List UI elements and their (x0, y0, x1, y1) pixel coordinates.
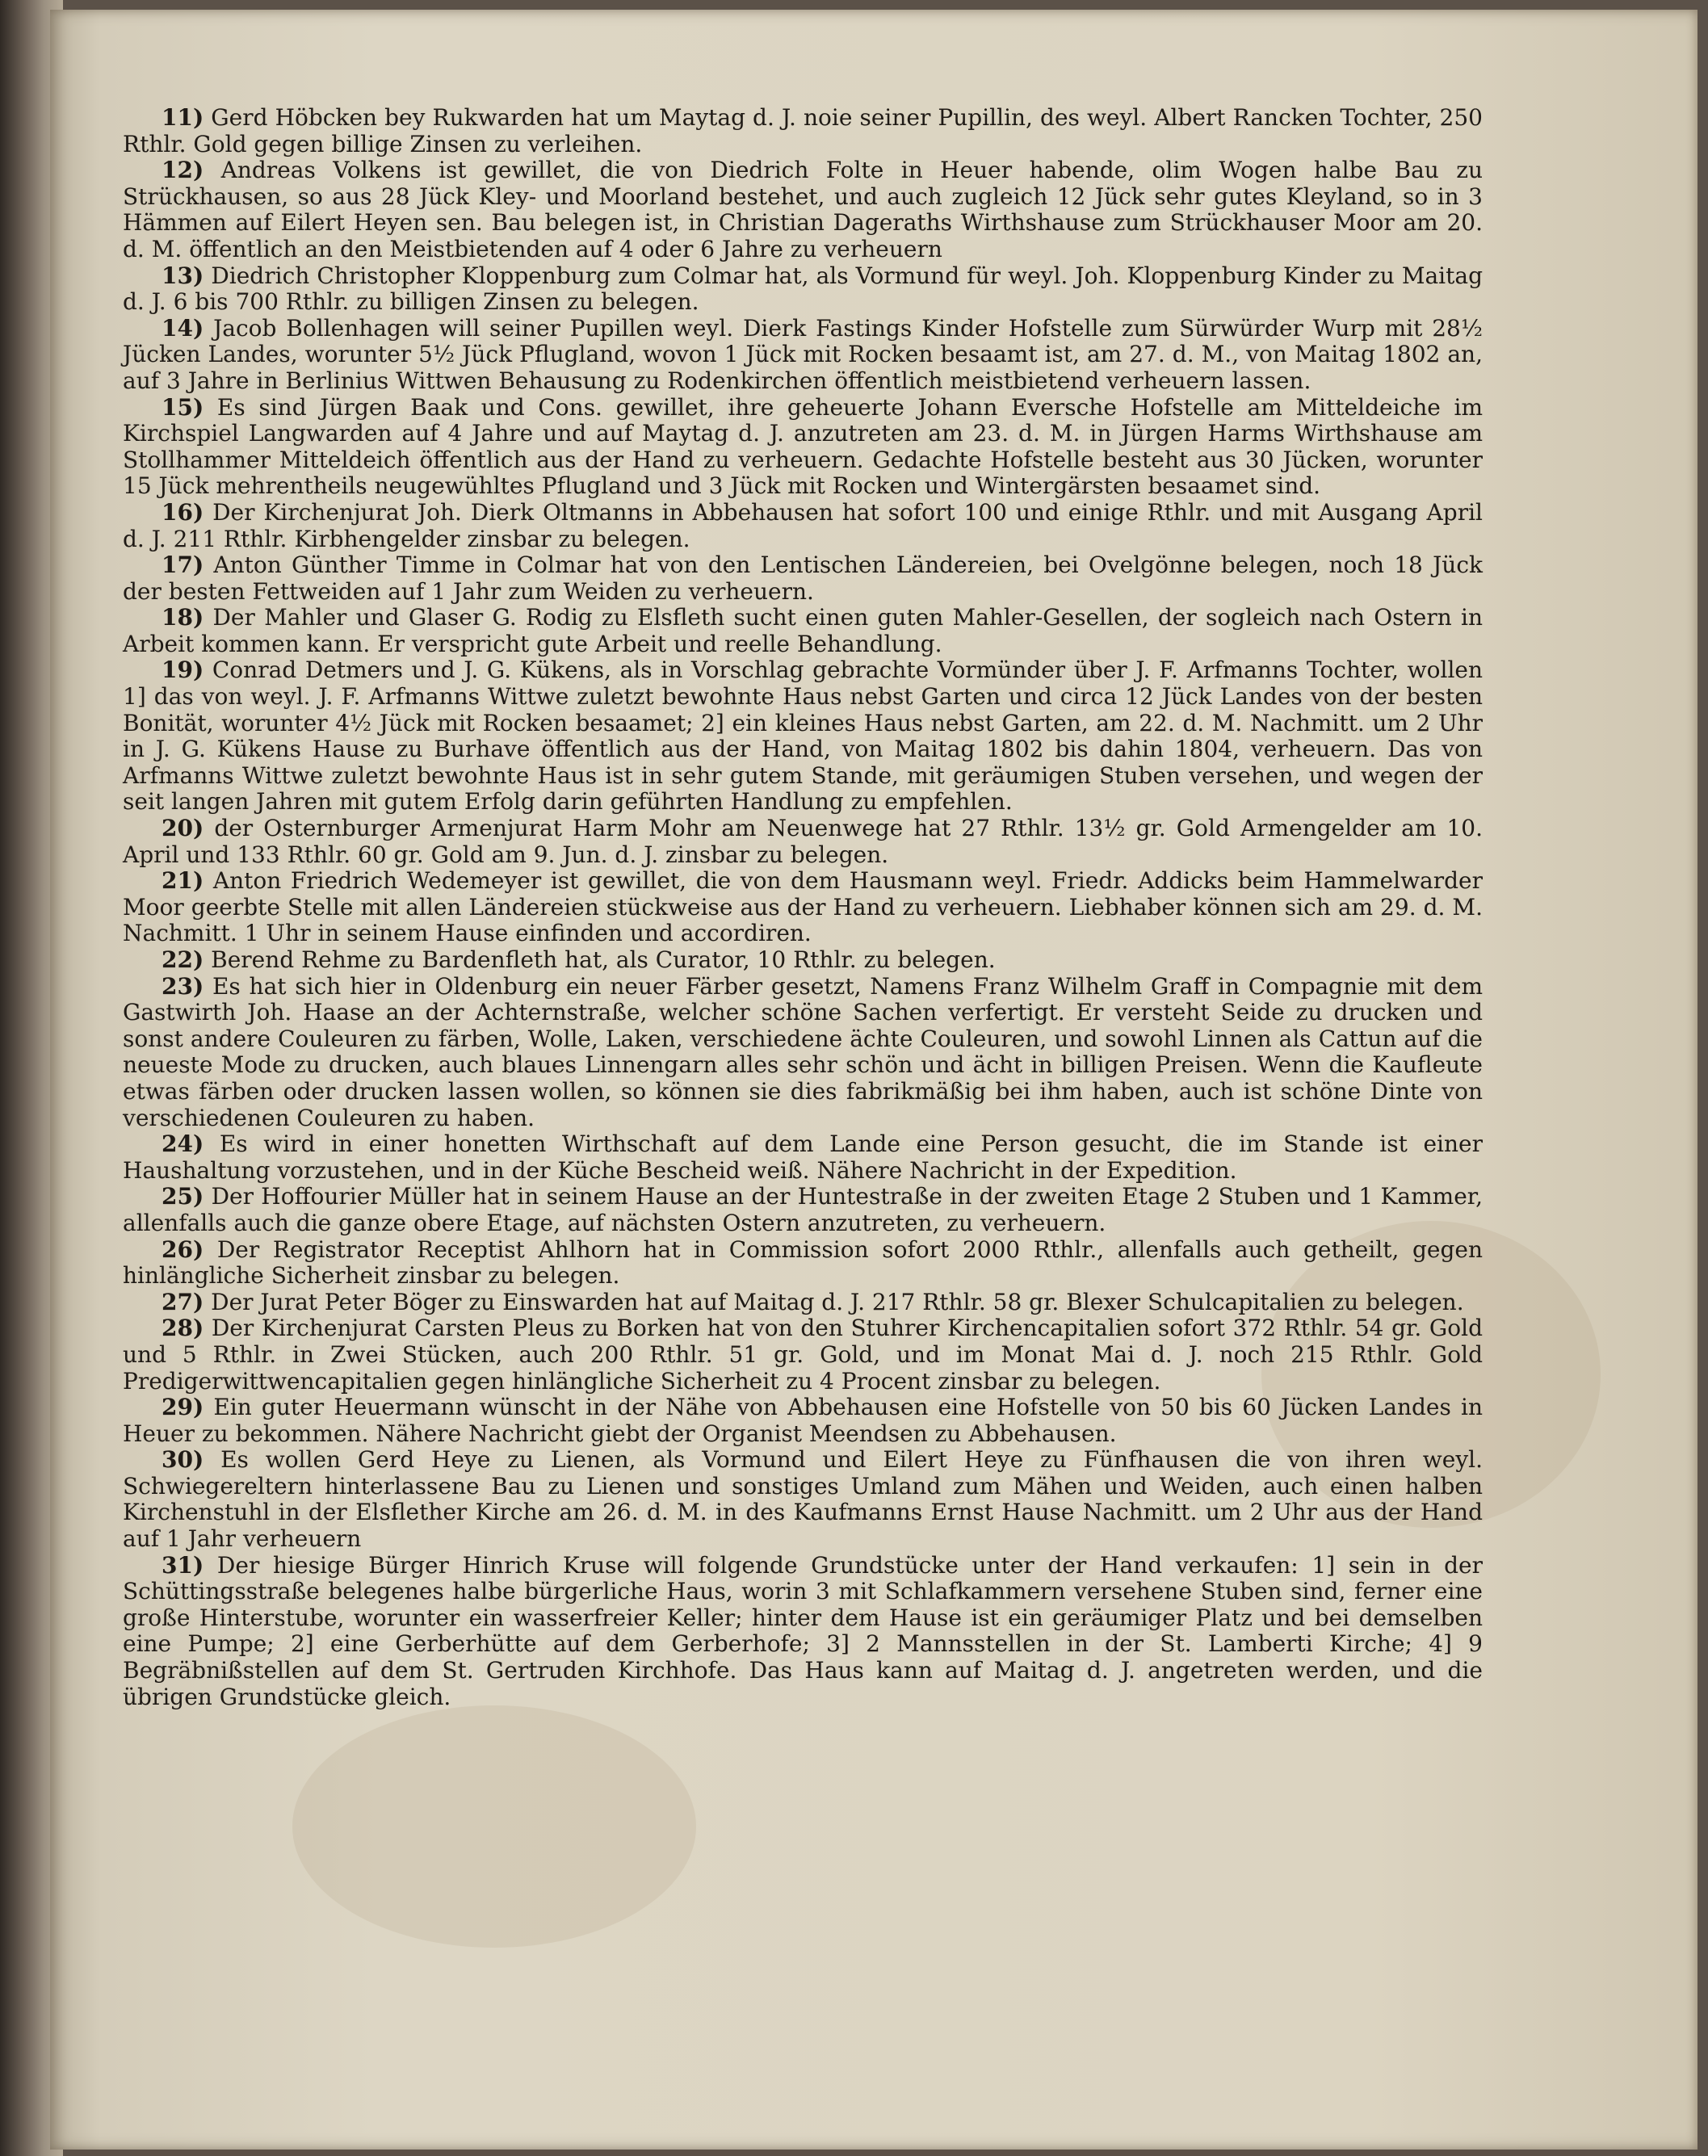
newspaper-page (50, 10, 1698, 2150)
announcement-entry (123, 868, 1483, 947)
announcement-entry (123, 157, 1483, 262)
entry-text: Der Kirchenjurat Joh. Dierk Oltmanns in Abbehausen hat sofort 100 und einige Rthlr. und mit Ausgang April d. J. 211 Rthlr. Kirbhengelder zinsbar zu belegen. (123, 498, 1483, 552)
announcement-entry (123, 105, 1483, 157)
entry-text: Diedrich Christopher Kloppenburg zum Colmar hat, als Vormund für weyl. Joh. Kloppenburg Kinder zu Maitag d. J. 6 bis 700 Rthlr. zu billigen Zinsen zu belegen. (123, 262, 1483, 316)
entry-text: Es wird in einer honetten Wirthschaft auf dem Lande eine Person gesucht, die im Stande ist einer Haushaltung vorzustehen, und in der Küche Bescheid weiß. Nähere Nachricht in der Expedition. (123, 1130, 1483, 1184)
entry-text: Anton Günther Timme in Colmar hat von den Lentischen Ländereien, bei Ovelgönne belegen, noch 18 Jück der besten Fettweiden auf 1 Jahr zum Weiden zu verheuern. (123, 552, 1483, 605)
entry-number: 17) (162, 552, 204, 579)
announcement-entry (123, 1395, 1483, 1447)
announcements-column (123, 105, 1483, 1710)
announcement-entry (123, 974, 1483, 1132)
announcement-entry (123, 1184, 1483, 1236)
entry-number: 12) (162, 157, 204, 184)
entry-number: 27) (162, 1288, 204, 1315)
entry-number: 26) (162, 1235, 204, 1263)
entry-text: Gerd Höbcken bey Rukwarden hat um Maytag d. J. noie seiner Pupillin, des weyl. Albert Rancken Tochter, 250 Rthlr. Gold gegen billige Zinsen zu verleihen. (123, 104, 1483, 157)
announcement-entry (123, 395, 1483, 500)
announcement-entry (123, 1290, 1483, 1316)
entry-number: 29) (162, 1394, 204, 1421)
entry-number: 30) (162, 1446, 204, 1474)
announcement-entry (123, 1553, 1483, 1711)
entry-number: 21) (162, 867, 204, 895)
announcement-entry (123, 552, 1483, 605)
entry-number: 22) (162, 946, 204, 973)
entry-number: 19) (162, 656, 204, 684)
announcement-entry (123, 1237, 1483, 1290)
entry-number: 24) (162, 1130, 204, 1158)
entry-text: Der Hoffourier Müller hat in seinem Hause an der Huntestraße in der zweiten Etage 2 Stuben und 1 Kammer, allenfalls auch die ganze obere Etage, auf nächsten Ostern anzutreten, zu verheuern. (123, 1183, 1483, 1236)
announcement-entry (123, 605, 1483, 657)
announcement-entry (123, 1131, 1483, 1184)
announcement-entry (123, 657, 1483, 816)
entry-number: 31) (162, 1551, 204, 1579)
entry-text: Es sind Jürgen Baak und Cons. gewillet, ihre geheuerte Johann Eversche Hofstelle am Mitteldeiche im Kirchspiel Langwarden auf 4 Jahre und auf Maytag d. J. anzutreten am 23. d. M. in Jürgen Harms Wirthshause am Stollhammer Mitteldeich öffentlich aus der Hand zu verheuern. Gedachte Hofstelle besteht aus 30 Jücken, worunter 15 Jück mehrentheils neugewühltes Pflugland und 3 Jück mit Rocken und Wintergärsten besaamet sind. (123, 393, 1483, 500)
entry-text: Berend Rehme zu Bardenfleth hat, als Curator, 10 Rthlr. zu belegen. (211, 946, 996, 973)
entry-number: 23) (162, 972, 204, 1000)
entry-text: Es hat sich hier in Oldenburg ein neuer Färber gesetzt, Namens Franz Wilhelm Graff in Compagnie mit dem Gastwirth Joh. Haase an der Achternstraße, welcher schöne Sachen verfertigt. Er versteht Seide zu drucken und sonst andere Couleuren zu färben, Wolle, Laken, verschiedene ächte Couleuren, und sowohl Linnen als Cattun auf die neueste Mode zu drucken, auch blaues Linnengarn alles sehr schön und ächt in billigen Preisen. Wenn die Kaufleute etwas färben oder drucken lassen wollen, so können sie dies fabrikmäßig bei ihm haben, auch ist schöne Dinte von verschiedenen Couleuren zu haben. (123, 972, 1483, 1131)
entry-number: 18) (162, 604, 204, 631)
entry-text: Conrad Detmers und J. G. Kükens, als in Vorschlag gebrachte Vormünder über J. F. Arfmanns Tochter, wollen 1] das von weyl. J. F. Arfmanns Wittwe zuletzt bewohnte Haus nebst Garten und circa 12 Jück Landes von der besten Bonität, worunter 4½ Jück mit Rocken besaamet; 2] ein kleines Haus nebst Garten, am 22. d. M. Nachmitt. um 2 Uhr in J. G. Kükens Hause zu Burhave öffentlich aus der Hand, von Maitag 1802 bis dahin 1804, verheuern. Das von Arfmanns Wittwe zuletzt bewohnte Haus ist in sehr gutem Stande, mit geräumigen Stuben versehen, und wegen der seit langen Jahren mit gutem Erfolg darin geführten Handlung zu empfehlen. (123, 656, 1483, 816)
entry-number: 20) (162, 815, 204, 842)
entry-text: Ein guter Heuermann wünscht in der Nähe von Abbehausen eine Hofstelle von 50 bis 60 Jücken Landes in Heuer zu bekommen. Nähere Nachricht giebt der Organist Meendsen zu Abbehausen. (123, 1394, 1483, 1447)
announcement-entry (123, 1447, 1483, 1552)
announcement-entry (123, 500, 1483, 552)
entry-text: Der Jurat Peter Böger zu Einswarden hat auf Maitag d. J. 217 Rthlr. 58 gr. Blexer Schulcapitalien zu belegen. (211, 1288, 1464, 1315)
paper-stain (292, 1705, 696, 1948)
entry-number: 13) (162, 262, 204, 289)
entry-number: 25) (162, 1183, 204, 1210)
entry-number: 11) (162, 104, 204, 131)
entry-number: 15) (162, 393, 204, 421)
announcement-entry (123, 1315, 1483, 1395)
announcement-entry (123, 816, 1483, 868)
entry-text: der Osternburger Armenjurat Harm Mohr am Neuenwege hat 27 Rthlr. 13½ gr. Gold Armengelder am 10. April und 133 Rthlr. 60 gr. Gold am 9. Jun. d. J. zinsbar zu belegen. (123, 815, 1483, 868)
entry-text: Andreas Volkens ist gewillet, die von Diedrich Folte in Heuer habende, olim Wogen halbe Bau zu Strückhausen, so aus 28 Jück Kley- und Moorland bestehet, und auch zugleich 12 Jück sehr gutes Kleyland, so in 3 Hämmen auf Eilert Heyen sen. Bau belegen ist, in Christian Dageraths Wirthshause zum Strückhauser Moor am 20. d. M. öffentlich an den Meistbietenden auf 4 oder 6 Jahre zu verheuern (123, 157, 1483, 262)
entry-text: Anton Friedrich Wedemeyer ist gewillet, die von dem Hausmann weyl. Friedr. Addicks beim Hammelwarder Moor geerbte Stelle mit allen Ländereien stückweise aus der Hand zu verheuern. Liebhaber können sich am 29. d. M. Nachmitt. 1 Uhr in seinem Hause einfinden und accordiren. (123, 867, 1483, 947)
entry-text: Der hiesige Bürger Hinrich Kruse will folgende Grundstücke unter der Hand verkaufen: 1] sein in der Schüttingsstraße belegenes halbe bürgerliche Haus, worin 3 mit Schlafkammern versehene Stuben sind, ferner eine große Hinterstube, worunter ein wasserfreier Keller; hinter dem Hause ist ein geräumiger Platz und bei demselben eine Pumpe; 2] eine Gerberhütte auf dem Gerberhofe; 3] 2 Mannsstellen in der St. Lamberti Kirche; 4] 9 Begräbnißstellen auf dem St. Gertruden Kirchhofe. Das Haus kann auf Maitag d. J. angetreten werden, und die übrigen Grundstücke gleich. (123, 1551, 1483, 1710)
entry-number: 16) (162, 498, 204, 526)
announcement-entry (123, 263, 1483, 316)
announcement-entry (123, 316, 1483, 395)
entry-text: Es wollen Gerd Heye zu Lienen, als Vormund und Eilert Heye zu Fünfhausen die von ihren weyl. Schwiegereltern hinterlassene Bau zu Lienen und sonstiges Umland zum Mähen und Weiden, auch einen halben Kirchenstuhl in der Elsflether Kirche am 26. d. M. in des Kaufmanns Ernst Hause Nachmitt. um 2 Uhr aus der Hand auf 1 Jahr verheuern (123, 1446, 1483, 1553)
entry-number: 28) (162, 1315, 204, 1342)
entry-number: 14) (162, 314, 204, 342)
entry-text: Jacob Bollenhagen will seiner Pupillen weyl. Dierk Fastings Kinder Hofstelle zum Sürwürder Wurp mit 28½ Jücken Landes, worunter 5½ Jück Pflugland, wovon 1 Jück mit Rocken besaamt ist, am 27. d. M., von Maitag 1802 an, auf 3 Jahre in Berlinius Wittwen Behausung zu Rodenkirchen öffentlich meistbietend verheuern lassen. (123, 314, 1483, 394)
entry-text: Der Mahler und Glaser G. Rodig zu Elsfleth sucht einen guten Mahler-Gesellen, der sogleich nach Ostern in Arbeit kommen kann. Er verspricht gute Arbeit und reelle Behandlung. (123, 604, 1483, 657)
entry-text: Der Registrator Receptist Ahlhorn hat in Commission sofort 2000 Rthlr., allenfalls auch getheilt, gegen hinlängliche Sicherheit zinsbar zu belegen. (123, 1235, 1483, 1290)
entry-text: Der Kirchenjurat Carsten Pleus zu Borken hat von den Stuhrer Kirchencapitalien sofort 372 Rthlr. 54 gr. Gold und 5 Rthlr. in Zwei Stücken, auch 200 Rthlr. 51 gr. Gold, und im Monat Mai d. J. noch 215 Rthlr. Gold Predigerwittwencapitalien gegen hinlängliche Sicherheit zu 4 Procent zinsbar zu belegen. (123, 1315, 1483, 1395)
announcement-entry (123, 947, 1483, 974)
